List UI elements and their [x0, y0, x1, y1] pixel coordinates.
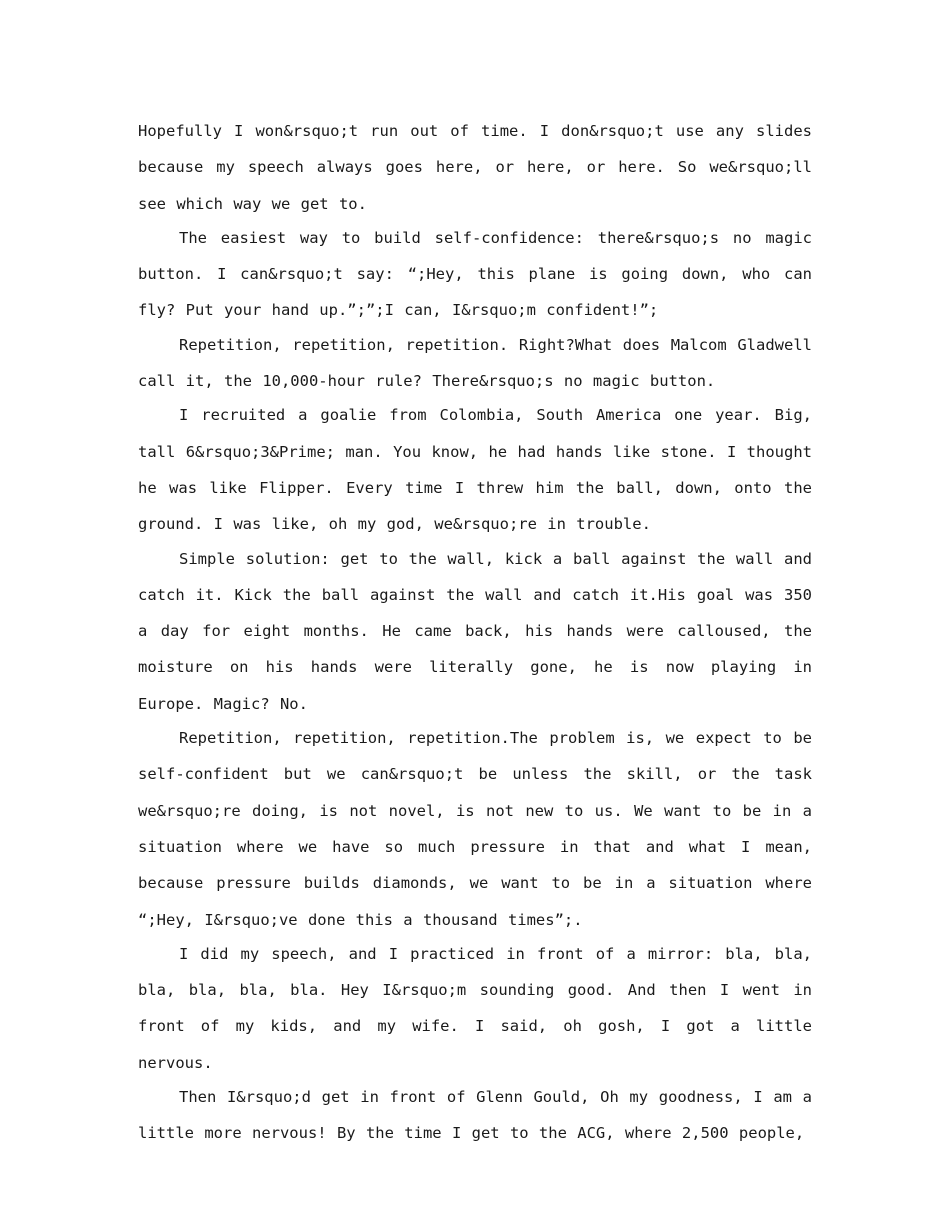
document-body	[138, 113, 812, 1150]
paragraph-5: Simple solution: get to the wall, kick a ball against the wall and catch it. Kick the ball against the wall and catch it.His goal was 350 a day for eight months. He came back, his hands were calloused, the moisture on his hands were literally gone, he is now playing in Europe. Magic? No.	[138, 549, 812, 713]
paragraph-3: Repetition, repetition, repetition. Right?What does Malcom Gladwell call it, the 10,000-hour rule? There&rsquo;s no magic button.	[138, 335, 812, 391]
paragraph-7: I did my speech, and I practiced in front of a mirror: bla, bla, bla, bla, bla, bla. Hey I&rsquo;m sounding good. And then I went in front of my kids, and my wife. I said, oh gosh, I got a little nervous.	[138, 944, 812, 1072]
paragraph-1: Hopefully I won&rsquo;t run out of time. I don&rsquo;t use any slides because my speech always goes here, or here, or here. So we&rsquo;ll see which way we get to.	[138, 122, 812, 213]
paragraph-2: The easiest way to build self-confidence: there&rsquo;s no magic button. I can&rsquo;t say: “;Hey, this plane is going down, who can fly? Put your hand up.”;”;I can, I&rsquo;m confident!”;	[138, 228, 812, 320]
paragraph-6: Repetition, repetition, repetition.The problem is, we expect to be self-confident but we can&rsquo;t be unless the skill, or the task we&rsquo;re doing, is not novel, is not new to us. We want to be in a situation where we have so much pressure in that and what I mean, because pressure builds diamonds, we want to be in a situation where “;Hey, I&rsquo;ve done this a thousand times”;.	[138, 729, 812, 929]
paragraph-4: I recruited a goalie from Colombia, South America one year. Big, tall 6&rsquo;3&Prime; man. You know, he had hands like stone. I thought he was like Flipper. Every time I threw him the ball, down, onto the ground. I was like, oh my god, we&rsquo;re in trouble.	[138, 406, 812, 534]
paragraph-8: Then I&rsquo;d get in front of Glenn Gould, Oh my goodness, I am a little more nervous! By the time I get to the ACG, where 2,500 people,	[138, 1088, 812, 1143]
